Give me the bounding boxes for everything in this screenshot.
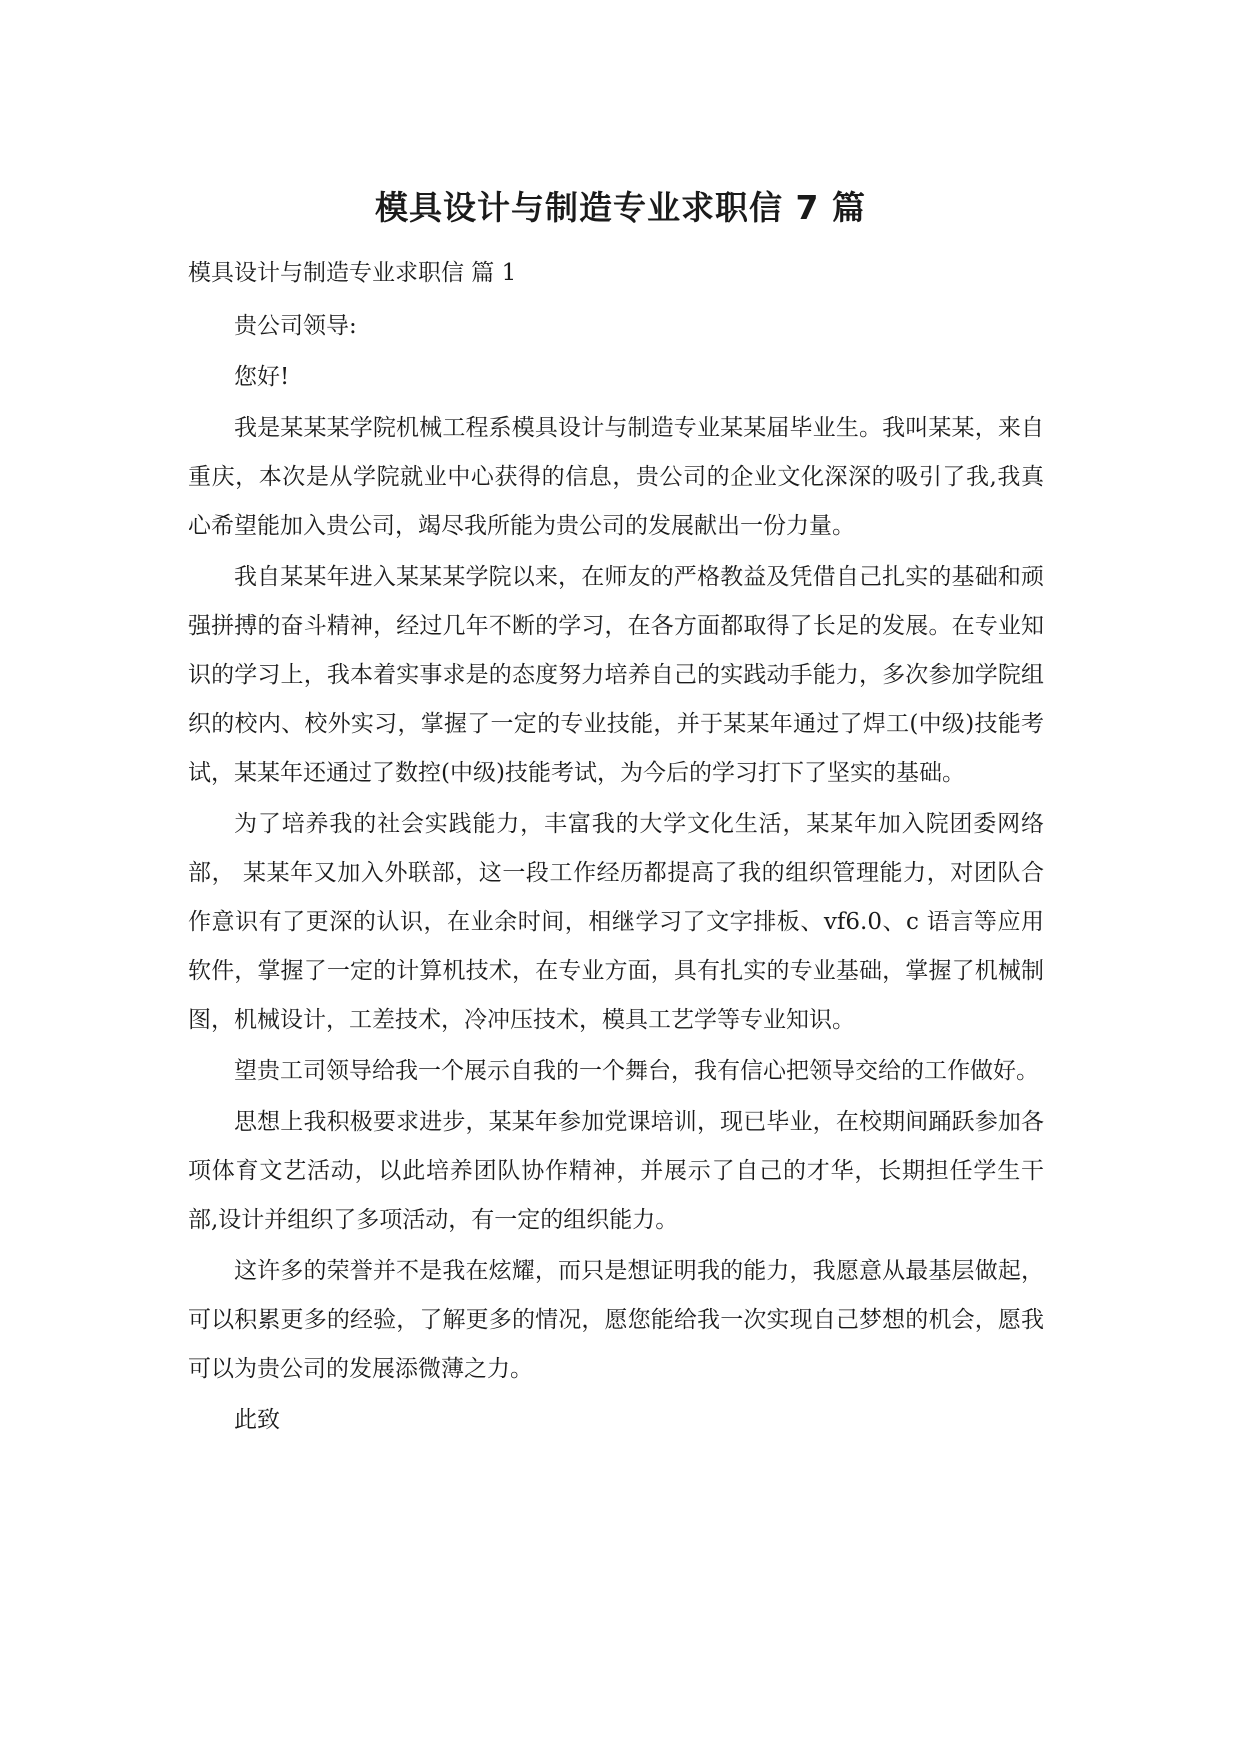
paragraph-practice: 为了培养我的社会实践能力，丰富我的大学文化生活，某某年加入院团委网络部， 某某年又加入外联部，这一段工作经历都提高了我的组织管理能力，对团队合作意识有了更深的认识，在业余时间，相继学习了文字排板、vf6.0、c 语言等应用软件，掌握了一定的计算机技术，在专业方面，具有扎实的专业基础，掌握了机械制图，机械设计，工差技术，冷冲压技术，模具工艺学等专业知识。 — [188, 811, 1044, 1033]
paragraph-ideology: 思想上我积极要求进步，某某年参加党课培训，现已毕业，在校期间踊跃参加各项体育文艺活动，以此培养团队协作精神，并展示了自己的才华，长期担任学生干部,设计并组织了多项活动，有一定的组织能力。 — [188, 1109, 1044, 1233]
paragraph-salutation: 贵公司领导: — [234, 313, 357, 339]
letter-body — [188, 302, 1044, 1447]
document-title: 模具设计与制造专业求职信 7 篇 — [375, 188, 866, 227]
paragraph-greeting: 您好! — [234, 364, 290, 390]
paragraph-request: 望贵工司领导给我一个展示自我的一个舞台，我有信心把领导交给的工作做好。 — [234, 1058, 1039, 1084]
paragraph-closing: 此致 — [234, 1407, 280, 1433]
section-heading: 模具设计与制造专业求职信 篇 1 — [188, 260, 517, 286]
paragraph-honors: 这许多的荣誉并不是我在炫耀，而只是想证明我的能力，我愿意从最基层做起，可以积累更多的经验，了解更多的情况，愿您能给我一次实现自己梦想的机会，愿我可以为贵公司的发展添微薄之力。 — [188, 1258, 1044, 1382]
paragraph-education: 我自某某年进入某某某学院以来，在师友的严格教益及凭借自己扎实的基础和顽强拼搏的奋斗精神，经过几年不断的学习，在各方面都取得了长足的发展。在专业知识的学习上，我本着实事求是的态度努力培养自己的实践动手能力，多次参加学院组织的校内、校外实习，掌握了一定的专业技能，并于某某年通过了焊工(中级)技能考试，某某年还通过了数控(中级)技能考试，为今后的学习打下了坚实的基础。 — [188, 564, 1044, 786]
paragraph-introduction: 我是某某某学院机械工程系模具设计与制造专业某某届毕业生。我叫某某，来自重庆，本次是从学院就业中心获得的信息，贵公司的企业文化深深的吸引了我,我真心希望能加入贵公司，竭尽我所能为贵公司的发展献出一份力量。 — [188, 415, 1044, 539]
